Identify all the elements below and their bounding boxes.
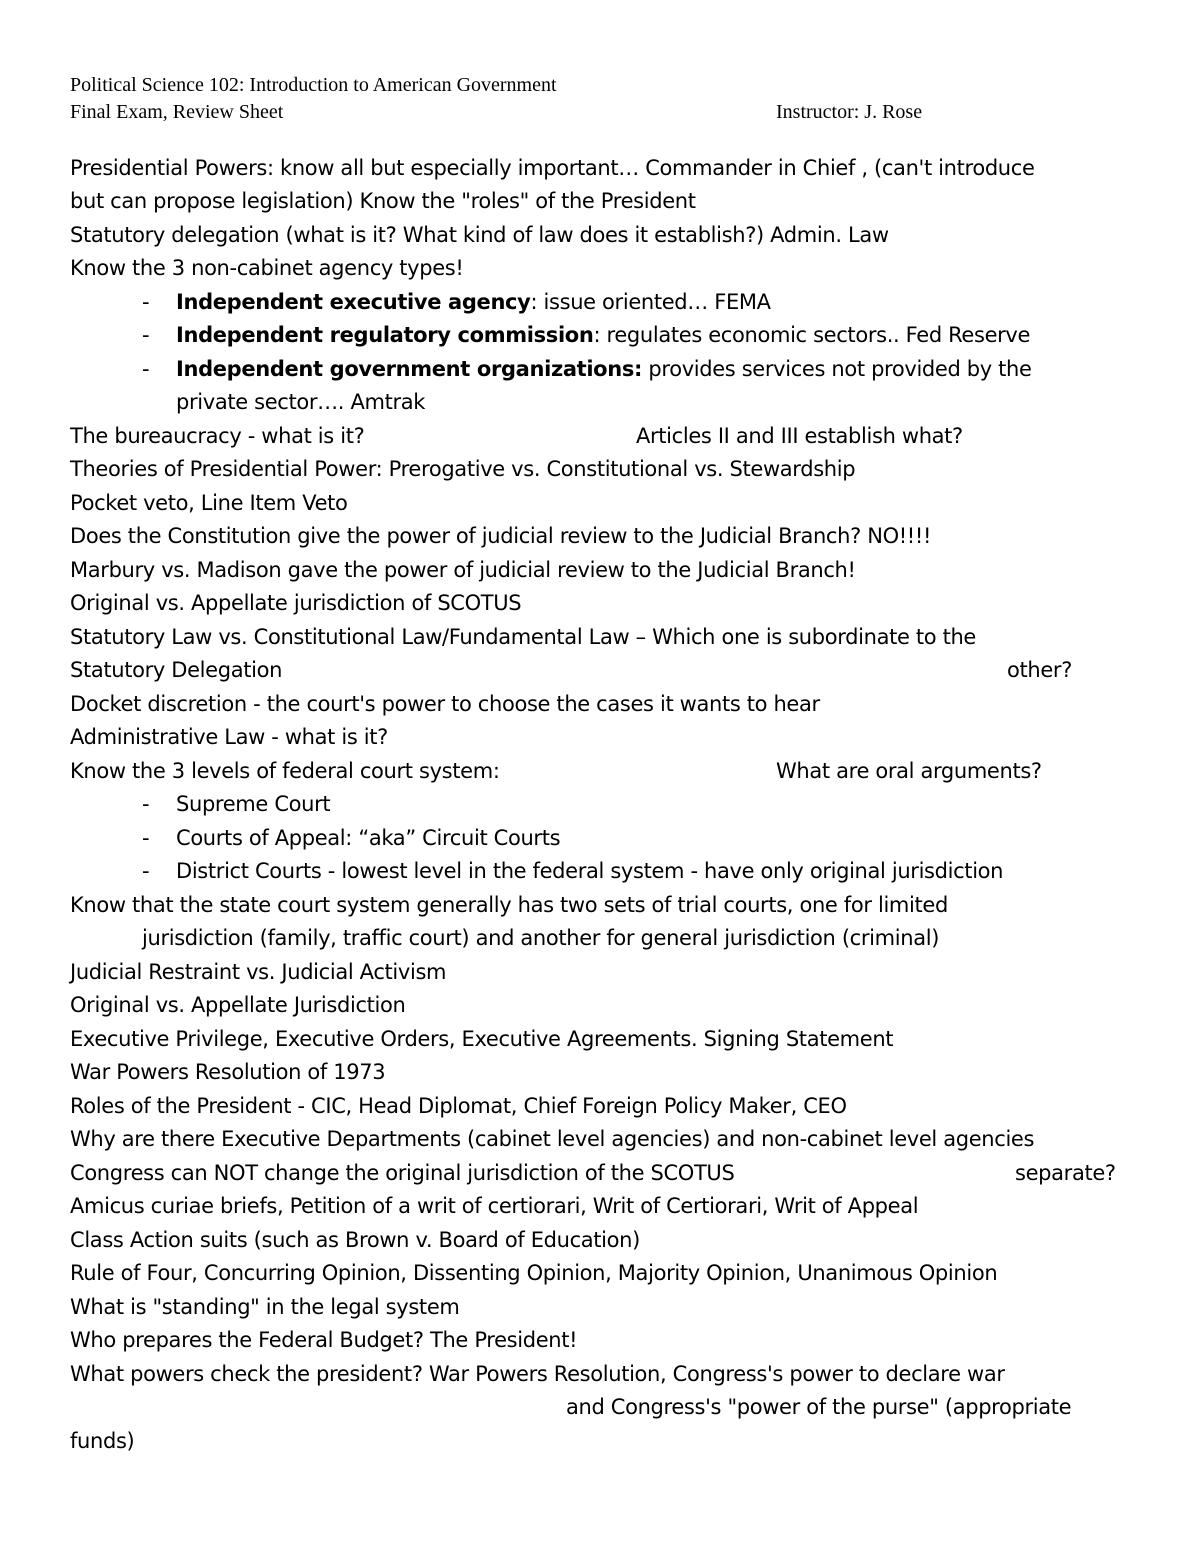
line-state-courts: Know that the state court system generally has two sets of trial courts, one for limited [70, 893, 948, 917]
desc-regulatory-commission: : regulates economic sectors.. Fed Reserve [593, 323, 1031, 347]
line-power-of-purse: and Congress's "power of the purse" (appropriate [566, 1395, 1072, 1419]
line-marbury: Marbury vs. Madison gave the power of judicial review to the Judicial Branch! [70, 558, 856, 582]
bullet-regulatory-commission [176, 323, 1030, 347]
line-theories: Theories of Presidential Power: Prerogative vs. Constitutional vs. Stewardship [70, 457, 856, 481]
line-statutory-delegation-2: Statutory Delegation [70, 658, 283, 682]
term-regulatory-commission: Independent regulatory commission [176, 323, 594, 347]
line-judicial-review-question: Does the Constitution give the power of judicial review to the Judicial Branch? NO!!!! [70, 524, 932, 548]
bullet-district-courts: District Courts - lowest level in the federal system - have only original jurisdiction [176, 859, 1004, 883]
line-amicus-curiae: Amicus curiae briefs, Petition of a writ of certiorari, Writ of Certiorari, Writ of Appeal [70, 1194, 919, 1218]
bullet-government-organizations [176, 357, 1032, 381]
bullet-marker: - [142, 859, 150, 883]
line-statutory-delegation: Statutory delegation (what is it? What kind of law does it establish?) Admin. Law [70, 223, 889, 247]
line-statutory-vs-constitutional: Statutory Law vs. Constitutional Law/Fundamental Law – Which one is subordinate to the [70, 625, 977, 649]
desc-government-organizations: provides services not provided by the [642, 357, 1032, 381]
bullet-marker: - [142, 290, 150, 314]
line-jurisdiction-types: jurisdiction (family, traffic court) and another for general jurisdiction (criminal) [142, 926, 940, 950]
line-oral-arguments: What are oral arguments? [776, 759, 1042, 783]
line-docket-discretion: Docket discretion - the court's power to choose the cases it wants to hear [70, 692, 820, 716]
bullet-marker: - [142, 792, 150, 816]
line-agency-types: Know the 3 non-cabinet agency types! [70, 256, 464, 280]
term-government-organizations: Independent government organizations: [176, 357, 643, 381]
bullet-executive-agency [176, 290, 771, 314]
line-presidential-powers: Presidential Powers: know all but especially important… Commander in Chief , (can't introduce [70, 156, 1035, 180]
line-separate: separate? [1015, 1161, 1116, 1185]
line-pocket-veto: Pocket veto, Line Item Veto [70, 491, 348, 515]
line-administrative-law: Administrative Law - what is it? [70, 725, 388, 749]
line-private-sector: private sector…. Amtrak [176, 390, 426, 414]
line-funds: funds) [70, 1429, 135, 1453]
line-original-appellate: Original vs. Appellate Jurisdiction [70, 993, 406, 1017]
line-class-action: Class Action suits (such as Brown v. Board of Education) [70, 1228, 640, 1252]
line-check-president: What powers check the president? War Powers Resolution, Congress's power to declare war [70, 1362, 1005, 1386]
bullet-marker: - [142, 323, 150, 347]
line-judicial-restraint: Judicial Restraint vs. Judicial Activism [70, 960, 447, 984]
bullet-supreme-court: Supreme Court [176, 792, 331, 816]
sheet-title: Final Exam, Review Sheet [70, 101, 284, 123]
bullet-marker: - [142, 357, 150, 381]
line-court-levels: Know the 3 levels of federal court system: [70, 759, 500, 783]
course-title: Political Science 102: Introduction to American Government [70, 74, 557, 96]
line-bureaucracy: The bureaucracy - what is it? [70, 424, 365, 448]
bullet-marker: - [142, 826, 150, 850]
line-executive-privilege: Executive Privilege, Executive Orders, Executive Agreements. Signing Statement [70, 1027, 894, 1051]
line-original-appellate-scotus: Original vs. Appellate jurisdiction of SCOTUS [70, 591, 522, 615]
line-other: other? [1007, 658, 1072, 682]
desc-executive-agency: : issue oriented… FEMA [530, 290, 771, 314]
line-standing: What is "standing" in the legal system [70, 1295, 460, 1319]
bullet-courts-of-appeal: Courts of Appeal: “aka” Circuit Courts [176, 826, 561, 850]
line-articles: Articles II and III establish what? [636, 424, 963, 448]
line-propose-legislation: but can propose legislation) Know the "roles" of the President [70, 189, 696, 213]
line-congress-scotus: Congress can NOT change the original jurisdiction of the SCOTUS [70, 1161, 735, 1185]
line-war-powers: War Powers Resolution of 1973 [70, 1060, 386, 1084]
instructor-name: Instructor: J. Rose [776, 101, 923, 123]
line-rule-of-four: Rule of Four, Concurring Opinion, Dissenting Opinion, Majority Opinion, Unanimous Opinion [70, 1261, 998, 1285]
line-executive-departments: Why are there Executive Departments (cabinet level agencies) and non-cabinet level agencies [70, 1127, 1035, 1151]
term-executive-agency: Independent executive agency [176, 290, 531, 314]
line-federal-budget: Who prepares the Federal Budget? The President! [70, 1328, 578, 1352]
line-roles-president: Roles of the President - CIC, Head Diplomat, Chief Foreign Policy Maker, CEO [70, 1094, 847, 1118]
